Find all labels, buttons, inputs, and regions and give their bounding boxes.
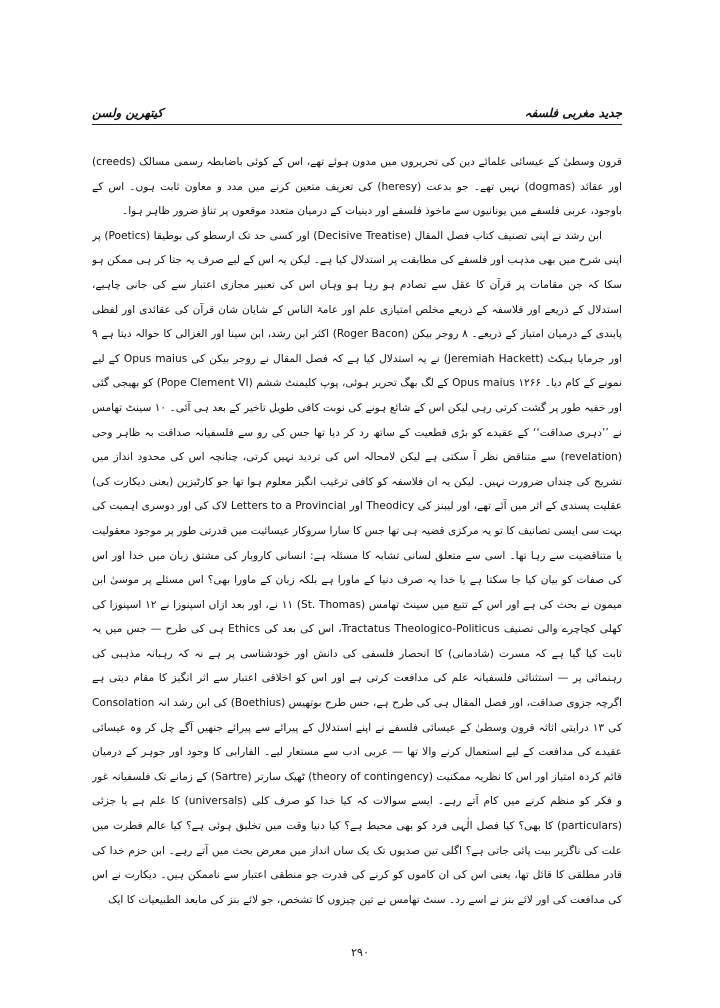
paragraph: ابن رشد نے اپنی تصنیف کتاب فصل المقال (Decisive Treatise) اور کسی حد تک ارسطو کی بوطیقا (Poetics) پر اپنی شرح میں بھی مذہب اور فلسفے کی مطابقت پر استدلال کیا ہے۔ لیکن یہ اس کے لیے صرف یہ جتا کر ہی ممکن ہو سکا کہ جن مقامات پر قرآن کا عقل سے تصادم ہو رہا ہو وہاں اس کی تعبیر مجازی اعتبار سے کی جانی چاہیے، استدلال کے ذریعے اور فلاسفہ کے ذریعے مخلص امتیازی علم اور عامۃ الناس کے شایان شان قرآن کی عقائدی اور لفظی پابندی کے درمیان امتیاز کے ذریعے۔ ۸ روجر بیکن (Roger Bacon) اکثر ابن رشد، ابن سینا اور الغزالی کا حوالہ دیتا ہے ۹ اور جرمایا ہیکٹ (Jeremiah Hackett) نے یہ استدلال کیا ہے کہ فصل المقال نے روجر بیکن کی Opus maius کے لیے نمونے کے کام دیا۔ Opus maius ۱۲۶۶ کے لگ بھگ تحریر ہوئی، پوپ کلیمنٹ ششم (Pope Clement VI) کو بھیجی گئی اور خفیہ طور پر گشت کرتی رہی لیکن اس کے شائع ہونے کی نوبت کافی طویل تاخیر کے بعد ہی آئی۔ ۱۰ سینٹ تھامس نے ’’دہری صداقت‘‘ کے عقیدے کو بڑی قطعیت کے ساتھ رد کر دیا تھا جس کی رو سے فلسفیانہ صداقت بہ ظاہر وحی (revelation) سے متناقض نظر آ سکتی ہے لیکن لامحالہ اس کی تردید نہیں کرتی، چنانچہ اس کی محدود انداز میں تشریح کی چنداں ضرورت نہیں۔ لیکن یہ ان فلاسفہ کو کافی ترغیب انگیز معلوم ہوا تھا جو کارٹیزین (یعنی دیکارت کی) عقلیت پسندی کے اثر میں آئے تھے، اور لیبنز کی Theodicy اور Letters to a Provincial لاک کی اور دوسری اہمیت کی بہت سی ایسی تصانیف کا تو یہ مرکزی قضیہ ہی تھا جس کا سارا سروکار عیسائیت میں قدرتی طور پر موجود معقولیت یا متناقضیت سے رہا تھا۔ اسی سے متعلق لسانی تشابہ کا مسئلہ ہے: انسانی کاروبار کی مشتق زبان میں خدا اور اس کی صفات کو بیان کیا جا سکتا ہے یا خدا یہ صرف دنیا کے ماورا ہے بلکہ زبان کے ماورا بھی؟ اس مسئلے پر موسیٰ ابن میمون نے بحث کی ہے اور اس کے تتبع میں سینٹ تھامس (St. Thomas) ۱۱ نے، اور بعد ازاں اسپنوزا نے ۱۲ اسپنوزا کی کھلی کچاچرے والی تصنیف Tractatus Theologico-Politicus، اس کی بعد کی Ethics ہی کی طرح — جس میں یہ ثابت کیا گیا ہے کہ مسرت (شادمانی) کا انحصار فلسفی کی دانش اور خودشناسی پر ہے نہ کہ رہبانہ مذہبی کی رہنمائی پر — استثنائی فلسفیانہ علم کی مدافعت کرتی ہے اور اس کو اخلاقی اعتبار سے اثر انگیز کا مقام دیتی ہے اگرچہ جزوی صداقت، اور فصل المقال ہی کی طرح ہے، جس طرح بوتھیس (Boethius) کی ابن رشد انہ Consolation کی ۱۳ درایتی اثاثہ قرون وسطیٰ کے عیسائی فلسفے نے اپنے استدلال کے پیرائے سے پیرائے جنھیں آگے چل کر وہ عیسائی عقیدے کی مدافعت کے لیے استعمال کرنے والا تھا — عربی ادب سے مستعار لیے۔ الفارابی کا وجود اور جوہر کے درمیان قائم کردہ امتیاز اور اس کا نظریہ ممکنیت (theory of contingency) ٹھیک سارتر (Sartre) کے زمانے تک فلسفیانہ غور و فکر کو منظم کرنے میں کام آتے رہے۔ ایسے سوالات کہ کیا خدا کو صرف کلی (universals) کا علم ہے یا جزئی (particulars) کا بھی؟ کیا فصل الٰہی فرد کو بھی محیط ہے؟ کیا دنیا وقت میں تخلیق ہوئی ہے؟ کیا عالم فطرت میں علت کی ناگزیر بیت پائی جاتی ہے؟ اگلی تین صدیوں تک یک ساں انداز میں معرض بحث میں آتے رہے۔ ابن حزم خدا کی قادر مطلقی کا قائل تھا، یعنی اس کی ان کاموں کو کرنے کی قدرت جو منطقی اعتبار سے ناممکن ہیں۔ دیکارت نے اس کی مدافعت کی اور لائے بنز نے اسے رد۔ سنٹ تھامس نے تین چیزوں کا تشخص، جو لائے بنز کی مابعد الطبیعیات کا ایک — [92, 229, 622, 906]
paragraph: قرون وسطیٰ کے عیسائی علمائے دین کی تحریروں میں مدون ہوئے تھے، اس کے کوئی باضابطہ رسمی مسالک (creeds) اور عقائد (dogmas) نہیں تھے۔ جو بدعت (heresy) کی تعریف متعین کرنے میں مدد و معاون ثابت ہوں۔ اس کے باوجود، عربی فلسفے میں یونانیوں سے ماخوذ فلسفے اور دینیات کے درمیان متعدد موقعوں پر تناؤ ضرور ظاہر ہوا۔ — [92, 156, 622, 218]
body-text — [92, 150, 622, 950]
running-header — [92, 106, 622, 126]
book-title: جدید مغربی فلسفہ — [524, 106, 622, 120]
page-number: ۲۹۰ — [351, 946, 369, 959]
header-rule — [92, 124, 622, 125]
author-name: کیتھرین ولسن — [92, 106, 164, 120]
